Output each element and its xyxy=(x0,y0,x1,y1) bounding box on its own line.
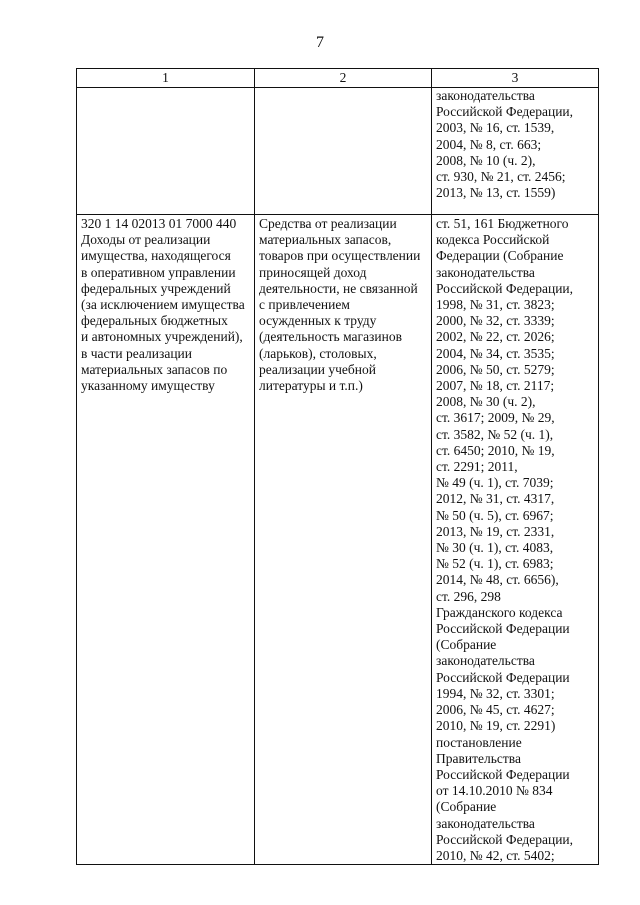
description-text: Средства от реализации материальных запасов, товаров при осуществлении приносящей доход деятельности, не связанной с привлечением осужденных к труду (деятельность магазинов (ларьков), столовых, реализации учебной литературы и т.п.) xyxy=(259,216,421,394)
column-header-3: 3 xyxy=(432,69,599,88)
description-cell xyxy=(255,88,432,215)
legal-basis-text: ст. 51, 161 Бюджетного кодекса Российской Федерации (Собрание законодательства Российской Федерации, 1998, № 31, ст. 3823; 2000, № 32, ст. 3339; 2002, № 22, ст. 2026; 2004, № 34, ст. 3535; 2006, № 50, ст. 5279; 2007, № 18, ст. 2117; 2008, № 30 (ч. 2), ст. 3617; 2009, № 29, ст. 3582, № 52 (ч. 1), ст. 6450; 2010, № 19, ст. 2291; 2011, № 49 (ч. 1), ст. 7039; 2012, № 31, ст. 4317, № 50 (ч. 5), ст. 6967; 2013, № 19, ст. 2331, № 30 (ч. 1), ст. 4083, № 52 (ч. 1), ст. 6983; 2014, № 48, ст. 6656), ст. 296, 298 Гражданского кодекса Российской Федерации (Собрание законодательства Российской Федерации 1994, № 32, ст. 3301; 2006, № 45, ст. 4627; 2010, № 19, ст. 2291) постановление Правительства Российской Федерации от 14.10.2010 № 834 (Собрание законодательства Российской Федерации, 2010, № 42, ст. 5402; xyxy=(436,216,574,863)
column-header-1: 1 xyxy=(77,69,255,88)
table-row xyxy=(77,88,599,215)
table-row xyxy=(77,215,599,865)
income-code-cell xyxy=(77,88,255,215)
document-table xyxy=(76,68,599,865)
legal-basis-cell xyxy=(432,215,599,865)
table-header-row xyxy=(77,69,599,88)
description-cell xyxy=(255,215,432,865)
page-number: 7 xyxy=(316,34,324,51)
legal-basis-cell xyxy=(432,88,599,215)
column-header-2: 2 xyxy=(255,69,432,88)
income-code-text: 320 1 14 02013 01 7000 440 Доходы от реализации имущества, находящегося в оперативном управлении федеральных учреждений (за исключением имущества федеральных бюджетных и автономных учреждений), в части реализации материальных запасов по указанному имуществу xyxy=(81,216,245,394)
legal-basis-text: законодательства Российской Федерации, 2003, № 16, ст. 1539, 2004, № 8, ст. 663; 2008, № 10 (ч. 2), ст. 930, № 21, ст. 2456; 2013, № 13, ст. 1559) xyxy=(436,88,574,201)
income-code-cell xyxy=(77,215,255,865)
